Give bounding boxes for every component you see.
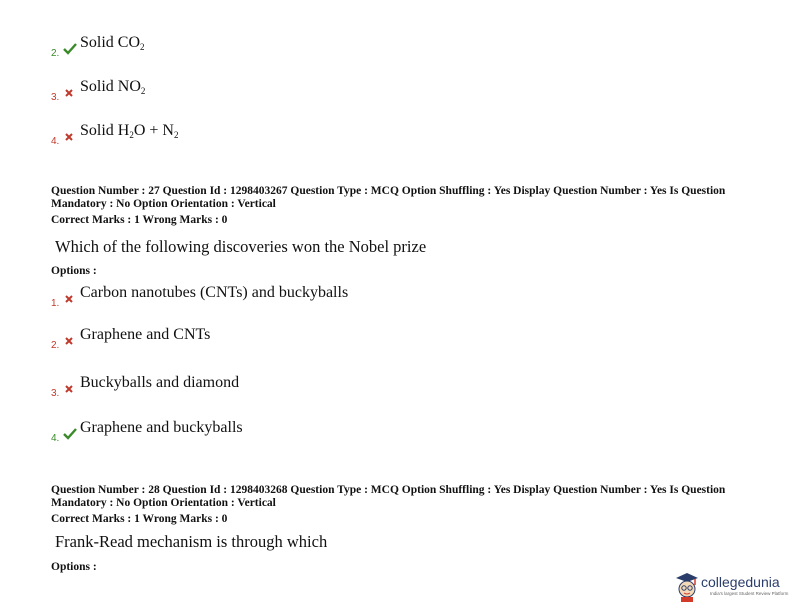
cross-icon	[63, 335, 77, 347]
option-number: 3.	[51, 388, 60, 399]
logo-tagline: India's largest Student Review Platform	[710, 591, 789, 596]
cross-icon	[63, 293, 77, 305]
option-number: 4.	[51, 433, 60, 444]
checkmark-icon	[63, 43, 77, 55]
option-text: Solid $NO_2$	[80, 78, 146, 96]
prev-option-4	[0, 122, 700, 152]
q27-meta: Question Number : 27 Question Id : 1298403267 Question Type : MCQ Option Shuffling : Yes Display Question Number : Yes Is Question Mandatory : No Option Orientation : Vertical	[51, 185, 726, 210]
logo-wordmark: collegedunia	[701, 574, 780, 590]
option-text: Graphene and buckyballs	[80, 419, 243, 436]
option-text: Carbon nanotubes (CNTs) and buckyballs	[80, 284, 349, 301]
cross-icon	[63, 131, 77, 143]
option-text: Buckyballs and diamond	[80, 374, 240, 391]
option-text: Solid $H_2O + N_2$	[80, 122, 179, 140]
option-number: 2.	[51, 48, 60, 59]
option-number: 1.	[51, 298, 60, 309]
q28-question-text: Frank-Read mechanism is through which	[55, 532, 328, 551]
q27-options-label: Options :	[51, 265, 97, 277]
option-number: 4.	[51, 136, 60, 147]
q27-option-2	[0, 326, 700, 356]
q27-question-text: Which of the following discoveries won the Nobel prize	[55, 237, 427, 256]
q27-marks: Correct Marks : 1 Wrong Marks : 0	[51, 214, 228, 226]
prev-option-2	[0, 34, 700, 64]
cross-icon	[63, 383, 77, 395]
option-text: Graphene and CNTs	[80, 326, 211, 343]
collegedunia-logo	[674, 570, 789, 604]
q27-option-1	[0, 284, 700, 314]
cross-icon	[63, 87, 77, 99]
q27-option-3	[0, 374, 700, 404]
option-number: 3.	[51, 92, 60, 103]
checkmark-icon	[63, 428, 77, 440]
student-mascot-icon	[674, 570, 700, 602]
q28-meta: Question Number : 28 Question Id : 1298403268 Question Type : MCQ Option Shuffling : Yes Display Question Number : Yes Is Question Mandatory : No Option Orientation : Vertical	[51, 484, 726, 509]
q27-option-4	[0, 419, 700, 449]
option-number: 2.	[51, 340, 60, 351]
q28-marks: Correct Marks : 1 Wrong Marks : 0	[51, 513, 228, 525]
option-text: Solid $CO_2$	[80, 34, 145, 52]
q28-options-label: Options :	[51, 561, 97, 573]
prev-option-3	[0, 78, 700, 108]
